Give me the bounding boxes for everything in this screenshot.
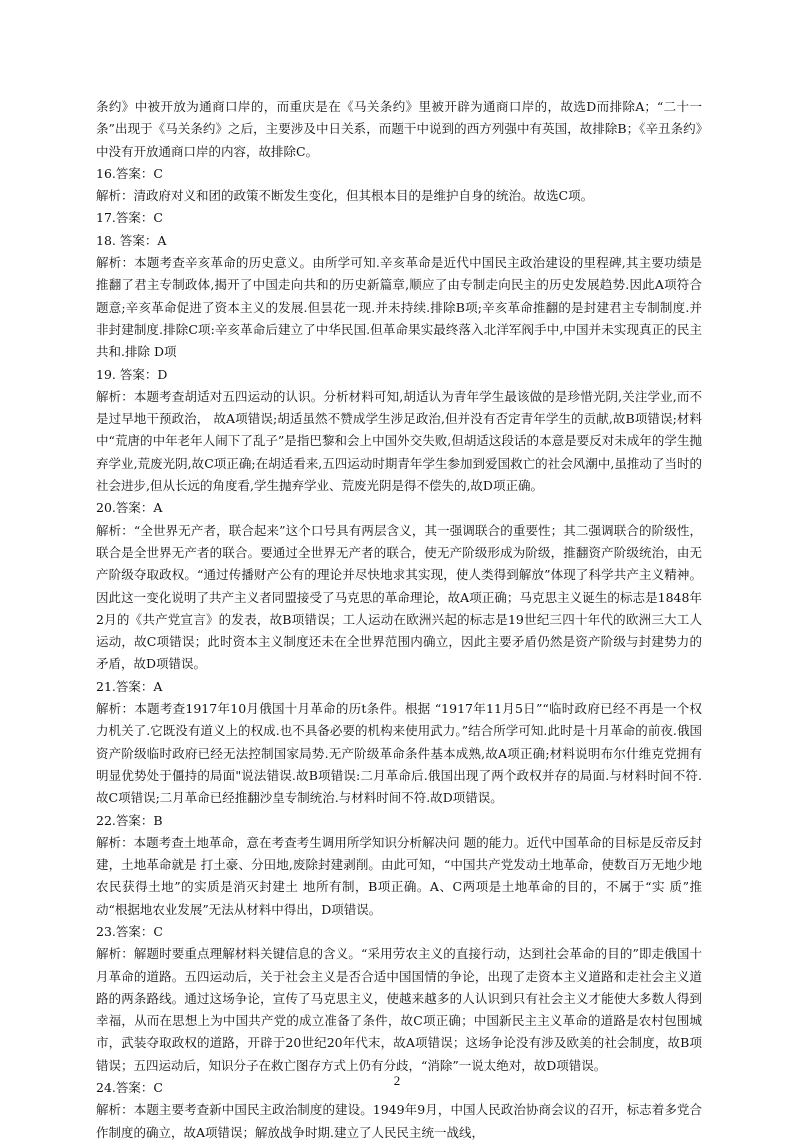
analysis-18: 解析：本题考查辛亥革命的历史意义。由所学可知.辛亥革命是近代中国民主政治建设的里程碑,其主要功绩是推翻了君主专制政体,揭开了中国走向共和的历史新篇章,顺应了由专制走向民主的历史发展趋势.因此A项符合题意;辛亥革命促进了资本主义的发展.但昙花一现.并未持续.排除B项;辛亥革命推翻的是封建君主专制制度.并非封建制度.排除C项:辛亥革命后建立了中华民国.但革命果实最终落入北洋军阀手中,中国并未实现真正的民主共和.排除 D项	[96, 255, 702, 360]
analysis-19: 解析：本题考查胡适对五四运动的认识。分析材料可知,胡适认为青年学生最该做的是珍惜光阴,关注学业,而不是过早地干预政治， 故A项错误;胡适虽然不赞成学生涉足政治,但并没有否定青年学生的贡献,故B项错误;材料中“荒唐的中年老年人闹下了乱子”是指巴黎和会上中国外交失败,但胡适这段话的本意是要反对未成年的学生抛弃学业,荒废光阴,故C项正确;在胡适看来,五四运动时期青年学生参加到爱国救亡的社会风潮中,虽推动了当时的社会进步,但从长远的角度看,学生抛弃学业、荒废光阴是得不偿失的,故D项正确。	[96, 388, 702, 494]
answer-21: 21.答案：A	[96, 678, 163, 694]
answer-23: 23.答案：C	[96, 923, 163, 939]
answer-19: 19. 答案：D	[96, 366, 168, 382]
analysis-24: 解析：本题主要考查新中国民主政治制度的建设。1949年9月，中国人民政治协商会议的召开，标志着多党合作制度的确立，故A项错误；解放战争时期.建立了人民民主统一战线，	[96, 1102, 702, 1140]
analysis-22: 解析：本题考查土地革命，意在考查考生调用所学知识分析解决问 题的能力。近代中国革命的目标是反帝反封建，土地革命就是 打土豪、分田地,废除封建剥削。由此可知，“中国共产党发动土地革命，使数百万无地少地农民获得土地”的实质是消灭封建土 地所有制，B项正确。A、C两项是土地革命的目的，不属于“实 质”推动“根据地农业发展”无法从材料中得出，D项错误。	[96, 834, 702, 917]
answer-18: 18. 答案：A	[96, 232, 167, 248]
document-body	[96, 96, 702, 1144]
page-number: 2	[393, 1073, 401, 1088]
analysis-23: 解析：解题时要重点理解材料关键信息的含义。“采用劳农主义的直接行动，达到社会革命的目的”即走俄国十月革命的道路。五四运动后，关于社会主义是否合适中国国情的争论，出现了走资本主义道路和走社会主义道路的两条路线。通过这场争论，宣传了马克思主义，使越来越多的人认识到只有社会主义才能使大多数人得到幸福，从而在思想上为中国共产党的成立准备了条件，故C项正确；中国新民主主义革命的道路是农村包围城市，武装夺取政权的道路，开辟于20世纪20年代末，故A项错误；这场争论没有涉及欧美的社会制度，故B项错误；五四运动后，知识分子在救亡图存方式上仍有分歧，“消除”一说太绝对，故D项错误。	[96, 946, 702, 1073]
answer-16: 16.答案：C	[96, 165, 163, 181]
answer-20: 20.答案：A	[96, 500, 163, 516]
analysis-16: 解析：清政府对义和团的政策不断发生变化，但其根本目的是维护自身的统治。故选C项。	[96, 188, 594, 204]
answer-22: 22.答案：B	[96, 812, 163, 828]
analysis-21: 解析：本题考查1917年10月俄国十月革命的历t条件。根据 “1917年11月5日”“临时政府已经不再是一个权力机关了.它既没有道义上的权成.也不具备必要的机构来使用武力。”结合所学可知.此时是十月革命的前夜.俄国资产阶级临时政府已经无法控制国家局势.无产阶级革命条件基本成熟,故A项正确;材料说明布尔什维克党拥有明显优势处于僵持的局面"说法错误.故B项错误:二月革命后.俄国出现了两个政权并存的局面.与材料时间不符.故C项错误;二月革命已经推翻沙皇专制统治.与材料时间不符.故D项错误。	[96, 701, 702, 806]
continuation-paragraph: 条约》中被开放为通商口岸的，而重庆是在《马关条约》里被开辟为通商口岸的，故选D而排除A；“二十一条”出现于《马关条约》之后，主要涉及中日关系，而题干中说到的西方列强中有英国，故排除B；《辛丑条约》中没有开放通商口岸的内容，故排除C。	[96, 99, 702, 159]
answer-24: 24.答案：C	[96, 1080, 163, 1096]
answer-17: 17.答案：C	[96, 210, 163, 226]
analysis-20: 解析：“全世界无产者，联合起来”这个口号具有两层含义，其一强调联合的重要性；其二强调联合的阶级性，联合是全世界无产者的联合。要通过全世界无产者的联合，使无产阶级形成为阶级，推翻资产阶级统治，由无产阶级夺取政权。“通过传播财产公有的理论并尽快地求其实现，使人类得到解放”体现了科学共产主义精神。因此这一变化说明了共产主义者同盟接受了马克思的革命理论，故A项正确；马克思主义诞生的标志是1848年2月的《共产党宣言》的发表，故B项错误；工人运动在欧洲兴起的标志是19世纪三四十年代的欧洲三大工人运动，故C项错误；此时资本主义制度还未在全世界范围内确立，因此主要矛盾仍然是资产阶级与封建势力的矛盾，故D项错误。	[96, 522, 702, 672]
